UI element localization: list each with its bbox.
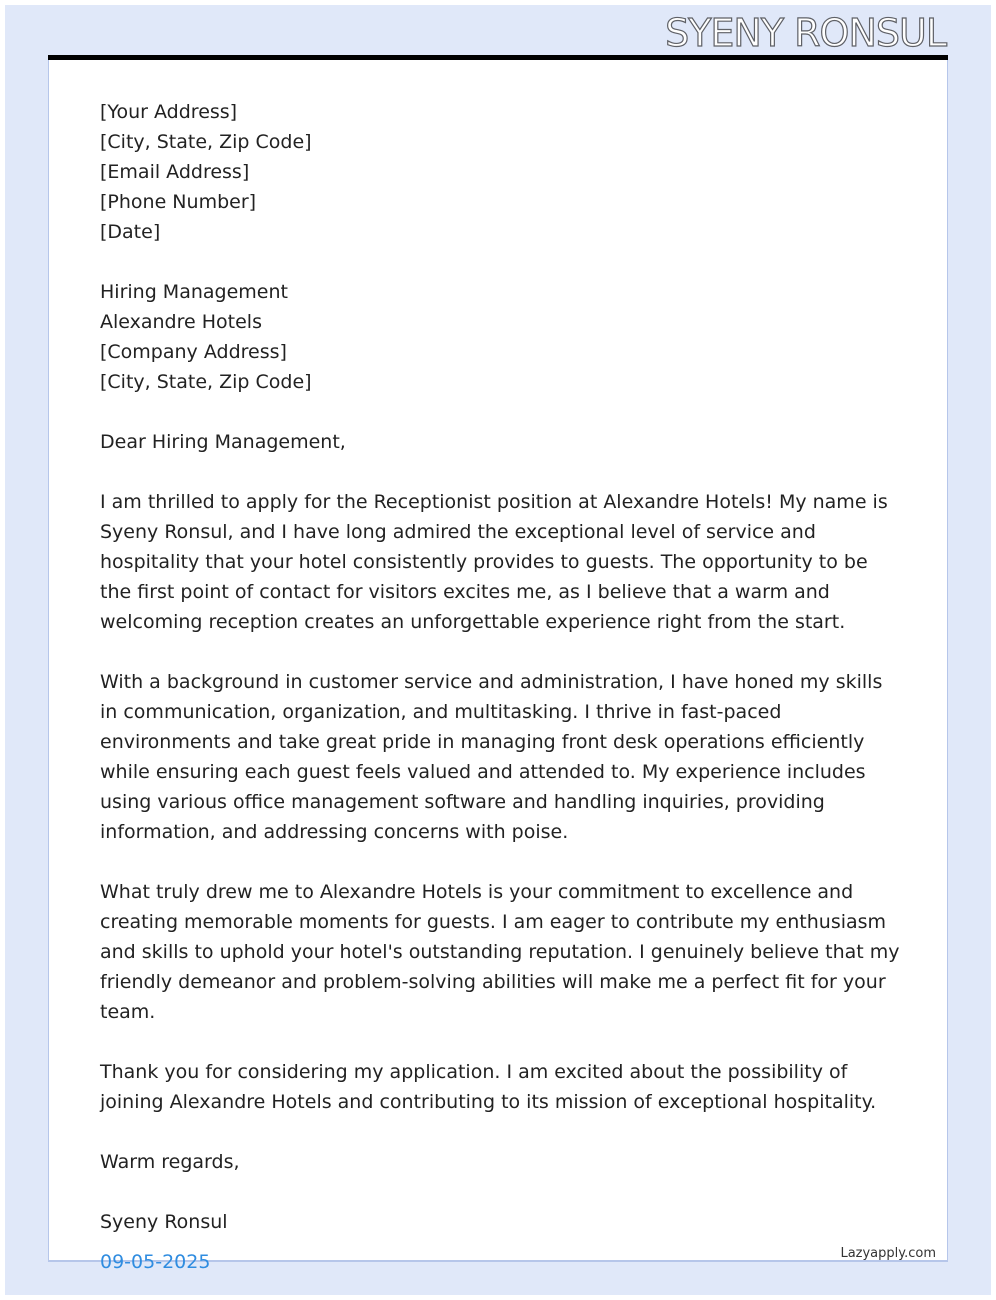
salutation: Dear Hiring Management, xyxy=(100,431,346,453)
recipient-address: [Company Address] xyxy=(100,341,287,363)
body-paragraph-4: Thank you for considering my application. I am excited about the possibility of joining Alexandre Hotels and contributing to its mission of exceptional hospitality. xyxy=(100,1061,877,1113)
recipient-name: Hiring Management xyxy=(100,281,288,303)
recipient-company: Alexandre Hotels xyxy=(100,311,262,333)
sender-date: [Date] xyxy=(100,221,161,243)
signed-date: 09-05-2025 xyxy=(100,1251,211,1273)
recipient-city: [City, State, Zip Code] xyxy=(100,371,312,393)
sender-block xyxy=(100,97,900,247)
body-paragraph-1: I am thrilled to apply for the Receptionist position at Alexandre Hotels! My name is Syeny Ronsul, and I have long admired the exceptional level of service and hospitality that your hotel consistently provides to guests. The opportunity to be the first point of contact for visitors excites me, as I believe that a warm and welcoming reception creates an unforgettable experience right from the start. xyxy=(100,491,888,633)
body-paragraph-2: With a background in customer service and administration, I have honed my skills in communication, organization, and multitasking. I thrive in fast-paced environments and take great pride in managing front desk operations efficiently while ensuring each guest feels valued and attended to. My experience includes using various office management software and handling inquiries, providing information, and addressing concerns with poise. xyxy=(100,671,883,843)
recipient-block xyxy=(100,277,900,397)
footer-brand: Lazyapply.com xyxy=(840,1246,936,1261)
applicant-name-header: SYENY RONSUL xyxy=(665,11,946,55)
sender-phone: [Phone Number] xyxy=(100,191,257,213)
sender-email: [Email Address] xyxy=(100,161,250,183)
body-paragraph-3: What truly drew me to Alexandre Hotels is your commitment to excellence and creating memorable moments for guests. I am eager to contribute my enthusiasm and skills to uphold your hotel's outstanding reputation. I genuinely believe that my friendly demeanor and problem-solving abilities will make me a perfect fit for your team. xyxy=(100,881,900,1023)
letter-body xyxy=(100,97,900,1277)
closing: Warm regards, xyxy=(100,1151,240,1173)
signature: Syeny Ronsul xyxy=(100,1211,228,1233)
sender-city: [City, State, Zip Code] xyxy=(100,131,312,153)
sender-address: [Your Address] xyxy=(100,101,238,123)
